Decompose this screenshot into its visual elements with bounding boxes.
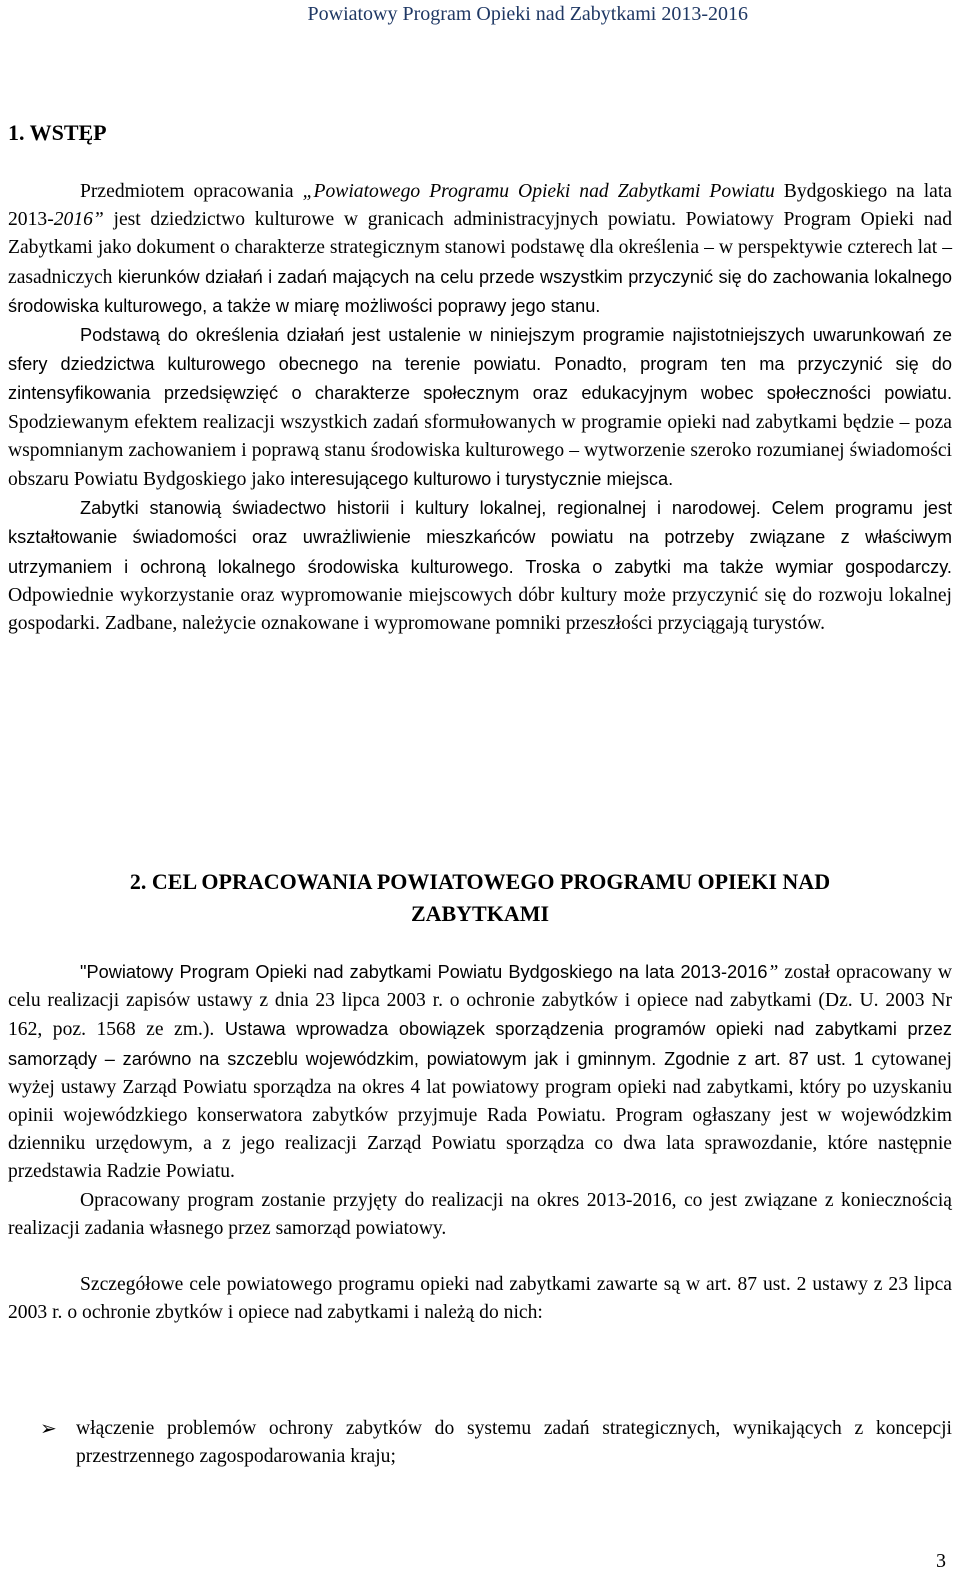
text-run: kierunków działań i zadań mających na celu przede wszystkim przyczynić się do zachowania lokalnego środowiska kulturowego, a także w miarę możliwości poprawy jego stanu. — [8, 266, 952, 316]
section2-body — [8, 958, 952, 1327]
text-run: Odpowiednie wykorzystanie oraz wypromowanie miejscowych dóbr kultury może przyczynić się do rozwoju lokalnej gospodarki. Zadbane, należycie oznakowane i wypromowane pomniki przeszłości przyciągają turystów. — [8, 584, 952, 635]
section-heading-purpose — [8, 866, 952, 930]
text-run: Przedmiotem opracowania — [80, 181, 303, 202]
text-run: Zabytki stanowią świadectwo historii i kultury lokalnej, regionalnej i narodowej. Celem programu jest kształtowanie świadomości oraz uwrażliwienie mieszkańców powiatu na potrzeby związane z właściwym utrzymaniem i ochroną lokalnego środowiska kulturowego. Troska o zabytki ma także wymiar gospodarczy. — [8, 498, 952, 577]
text-run: "Powiatowy Program Opieki nad zabytkami Powiatu Bydgoskiego na lata 2013-2016 — [80, 962, 768, 982]
list-item — [40, 1415, 952, 1471]
text-run: cytowanej wyżej ustawy Zarząd Powiatu sporządza na okres 4 lat powiatowy program opieki nad zabytkami, który po uzyskaniu opinii wojewódzkiego konserwatora zabytków przyjmuje Rada Powiatu. Program ogłaszany jest w wojewódzkim dzienniku urzędowym, a z jego realizacji Zarząd Powiatu sporządza co dwa lata sprawozdanie, które następnie przedstawia Radzie Powiatu. — [8, 1048, 952, 1183]
page-number: 3 — [936, 1550, 946, 1572]
text-run: jest dziedzictwo kulturowe w granicach administracyjnych powiatu. Powiatowy Program Opieki nad Zabytkami jako dokument o charakterze strategicznym stanowi podstawę dla określenia – w perspektywie czterech lat – zasadniczych — [8, 209, 952, 288]
running-header: Powiatowy Program Opieki nad Zabytkami 2013-2016 — [307, 3, 748, 25]
paragraph — [8, 494, 952, 638]
bullet-list — [40, 1415, 952, 1471]
text-run: Bydgoskiego na lata 2013- — [8, 181, 952, 231]
list-item-text: włączenie problemów ochrony zabytków do systemu zadań strategicznych, wynikających z koncepcji przestrzennego zagospodarowania kraju; — [76, 1418, 952, 1468]
paragraph: Opracowany program zostanie przyjęty do realizacji na okres 2013-2016, co jest związane z koniecznością realizacji zadania własnego przez samorząd powiatowy. — [8, 1189, 952, 1239]
text-run: Spodziewanym efektem realizacji wszystkich zadań sformułowanych w programie opieki nad zabytkami będzie – poza wspomnianym zachowaniem i poprawą stanu środowiska kulturowego – wytworzenie szeroko rozumianej świadomości obszaru Powiatu Bydgoskiego jako — [8, 411, 952, 491]
text-run: Podstawą do określenia działań jest ustalenie w niniejszym programie najistotniejszych uwarunkowań ze sfery dziedzictwa kulturowego obecnego na terenie powiatu. Ponadto, program ten ma przyczynić się do zintensyfikowania przedsięwzięć o charakterze społecznym oraz edukacyjnym wobec społeczności powiatu. — [8, 325, 952, 404]
text-run: ” — [767, 962, 779, 983]
text-run: Ustawa wprowadza obowiązek sporządzenia programów opieki nad zabytkami przez samorządy – zarówno na szczeblu wojewódzkim, powiatowym jak i gminnym. Zgodnie z art. 87 ust. 1 — [8, 1019, 953, 1069]
text-run: interesującego kulturowo i turystycznie miejsca. — [285, 469, 674, 490]
paragraph: Szczegółowe cele powiatowego programu opieki nad zabytkami zawarte są w art. 87 ust. 2 ustawy z 23 lipca 2003 r. o ochronie zbytków i opiece nad zabytkami i należą do nich: — [8, 1274, 952, 1324]
paragraph — [8, 178, 952, 321]
paragraph — [8, 958, 952, 1187]
heading-line: ZABYTKAMI — [410, 901, 550, 926]
paragraph — [8, 321, 952, 494]
heading-line: 2. CEL OPRACOWANIA POWIATOWEGO PROGRAMU OPIEKI NAD — [129, 869, 831, 894]
section-heading-introduction: 1. WSTĘP — [8, 120, 107, 145]
text-run: został opracowany w celu realizacji zapisów ustawy z dnia 23 lipca 2003 r. o ochronie zabytków i opiece nad zabytkami (Dz. U. 2003 Nr 162, poz. 1568 ze zm.). — [8, 962, 952, 1041]
italic-title: 2016” — [53, 209, 104, 231]
section1-body — [8, 178, 952, 638]
italic-title: „Powiatowego Programu Opieki nad Zabytkami Powiatu — [302, 181, 775, 202]
arrow-bullet-icon: ➢ — [40, 1418, 57, 1440]
